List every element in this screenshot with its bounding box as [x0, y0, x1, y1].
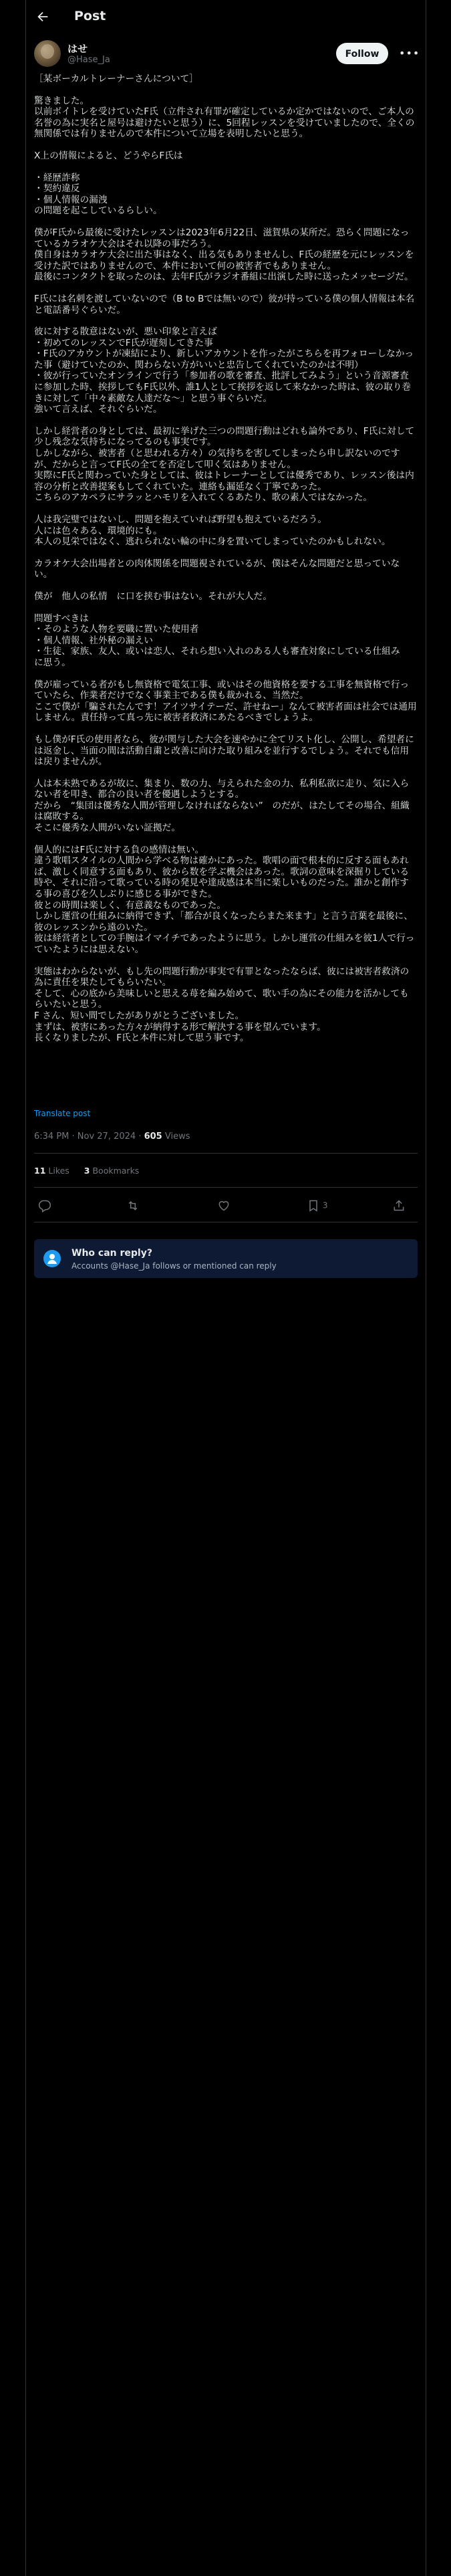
reply-card-subtitle: Accounts @Hase_Ja follows or mentioned can reply [71, 1261, 277, 1271]
post-paragraph: 実態はわからないが、もし先の問題行動が事実で有罪となったならば、彼には被害者救済の為に責任を果たしてもらいたい。 そして、心の底から美味しいと思える苺を編み始めて、歌い手の為にその能力を活かしてもらいたいと思う。 F さん、短い間でしたがありがとうございました。 まずは、被害にあった方々が納得する形で解決する事を望んでいます。 長くなりましたが、F氏と本件に対して思う事です。 [34, 966, 410, 1044]
reply-card-title: Who can reply? [71, 1248, 152, 1259]
avatar[interactable] [34, 40, 61, 67]
post-paragraph: F氏には名刺を渡していないので（B to Bでは無いので）彼が持っている僕の個人情報は本名と電話番号ぐらいだ。 [34, 293, 415, 316]
post-paragraph: ［某ボーカルトレーナーさんについて］ [34, 74, 198, 84]
post-text [34, 74, 418, 1044]
back-arrow-icon[interactable] [35, 9, 51, 25]
author-row [34, 40, 418, 70]
post-paragraph: 問題すべきは ・そのような人物を要職に置いた使用者 ・個人情報、社外秘の漏えい ・生徒、家族、友人、或いは恋人、それら想い入れのある人も審査対象にしている仕組み に思う。 [34, 613, 400, 668]
post-column [25, 0, 426, 2576]
post-paragraph: しかし経営者の身としては、最初に挙げた三つの問題行動はどれも論外であり、F氏に対して少し残念な気持ちになってるのも事実です。 しかしながら、被害者（と思われる方々）の気持ちを害してしまったら申し訳ないのですが、だからと言ってF氏の全てを否定して叩く気はありません。 実際にF氏と関わっていた身としては、彼はトレーナーとしては優秀であり、レッスン後は内容の分析と改善提案もしてくれていた。連絡も漏延なく丁寧であった。 こちらのアカペラにサラッとハモリを入れてくるあたり、歌の素人ではなかった。 [34, 425, 415, 504]
repost-icon[interactable] [126, 1199, 140, 1212]
bookmark-count: 3 [322, 1200, 328, 1210]
author-name[interactable]: はせ [67, 43, 88, 55]
post-paragraph: 個人的にはF氏に対する負の感情は無い。 違う歌唱スタイルの人間から学べる物は確かにあった。歌唱の面で根本的に反する面もあれば、激しく同意する面もあり、彼から数を学ぶ機会はあった。歌詞の意味を深掘りしている時や、それに沿って歌っている時の発見や達成感は本当に楽しいものだった。誰かと創作する事の喜びを久しぶりに感じる事ができた。 彼との時間は楽しく、有意義なものであった。 しかし運営の仕組みに納得できず、「都合が良くなったらまた来ます」と言う言葉を最後に、彼のレッスンから遠のいた。 彼は経営者としての手腕はイマイチであったように思う。しかし運営の仕組みを彼1人で行っていたようには思えない。 [34, 844, 415, 955]
reply-icon[interactable] [38, 1199, 51, 1212]
top-bar [26, 0, 426, 35]
follow-button[interactable]: Follow [336, 43, 388, 64]
post-paragraph: 彼に対する散意はないが、悪い印象と言えば ・初めてのレッスンでF氏が遅刻してきた事 ・F氏のアカウントが凍結により、新しいアカウントを作ったがこちらを再フォローしなかった事（避けていたのか、関わらない方がいいと忠告してくれていたのかは不明） ・彼が行っていたオンラインで行う「参加者の歌を審査、批評してみよう」という音源審査に参加した時、挨拶してもF氏以外、誰1人として挨拶を返して来なかった時は、彼の取り巻きに対して「中々素敵な人達だな〜」と思う事ぐらいだ。 強いて言えば、それぐらいだ。 [34, 326, 414, 415]
who-can-reply-card [34, 1239, 418, 1278]
views-count: 605 [144, 1132, 162, 1142]
at-sign-icon [43, 1250, 61, 1267]
translate-link[interactable]: Translate post [34, 1109, 91, 1118]
divider [34, 1187, 418, 1188]
author-handle[interactable]: @Hase_Ja [67, 55, 110, 65]
bookmarks-count[interactable]: 3 [84, 1166, 90, 1176]
post-paragraph: カラオケ大会出場者との肉体関係を問題視されているが、僕はそんな問題だと思っていない。 [34, 558, 400, 580]
action-bar [26, 1194, 426, 1220]
post-paragraph: 僕が雇っている者がもし無資格で電気工事、或いはその他資格を要する工事を無資格で行っていたら、作業者だけでなく事業主である僕も裁かれる、当然だ。 ここで僕が「騙されたんです！アイツサイテーだ、許せねー」なんて被害者面は社会では通用しません。責任持って真っ先に被害者救済にあたるべきでしょうよ。 [34, 679, 417, 724]
engagement-stats [34, 1166, 139, 1176]
more-icon[interactable]: ••• [399, 47, 420, 60]
post-paragraph: 人は我完璧ではないし、問題を抱えていれば野望も抱えているだろう。 人には色々ある、環境的にも。 本人の見栄ではなく、逃れられない輪の中に身を置いてしまっていたのかもしれない。 [34, 514, 391, 548]
post-paragraph: 僕が 他人の私情 に口を挟む事はない。それが大人だ。 [34, 591, 272, 602]
post-paragraph: 驚きました。 以前ボイトレを受けていたF氏（立件され有罪が確定しているか定かではないので、ご本人の名誉の為に実名と屋号は避けたいと思う）に、5回程レッスンを受けていましたので、全くの無関係では有りませんので本件について立場を表明したいと思う。 [34, 95, 415, 140]
likes-label[interactable]: Likes [48, 1166, 69, 1176]
post-paragraph: X上の情報によると、どうやらF氏は [34, 150, 183, 161]
bookmarks-label[interactable]: Bookmarks [92, 1166, 140, 1176]
bookmark-icon [307, 1201, 323, 1210]
share-icon[interactable] [392, 1199, 406, 1212]
post-paragraph: ・経歴詐称 ・契約違反 ・個人情報の漏洩 の問題を起こしているらしい。 [34, 172, 162, 217]
post-time[interactable]: 6:34 PM · Nov 27, 2024 [34, 1132, 136, 1142]
page-title: Post [74, 9, 106, 23]
bookmark-button[interactable] [307, 1199, 327, 1212]
post-paragraph: 人は本未熟であるが故に、集まり、数の力、与えられた金の力、私利私欲に走り、気に入らない者を叩き、都合の良い者を優遇しようとする。 だから “集団は優秀な人間が管理しなければならない” のだが、はたしてその場合、組織は腐敗する。 そこに優秀な人間がいない証拠だ。 [34, 778, 410, 834]
post-meta: 6:34 PM · Nov 27, 2024 · 605 Views [34, 1132, 190, 1142]
like-icon[interactable] [217, 1199, 231, 1212]
likes-count[interactable]: 11 [34, 1166, 46, 1176]
divider [34, 1153, 418, 1154]
post-paragraph: もし僕がF氏の使用者なら、彼が関与した大会を速やかに全てリスト化し、公開し、希望者には返金し、当面の間は活動自粛と改善に向けた取り組みを並行するでしょう。それでも信用は戻りませんが。 [34, 734, 414, 768]
post-paragraph: 僕がF氏から最後に受けたレッスンは2023年6月22日、滋賀県の某所だ。恐らく問題になっているカラオケ大会はそれ以降の事だろう。 僕自身はカラオケ大会に出た事はなく、出る気もありませんし、F氏の経歴を元にレッスンを受けた訳ではありませんので、本件において何の被害者でもありません。 最後にコンタクトを取ったのは、去年F氏がラジオ番組に出演した時に送ったメッセージだ。 [34, 227, 414, 283]
views-label: Views [164, 1132, 190, 1142]
